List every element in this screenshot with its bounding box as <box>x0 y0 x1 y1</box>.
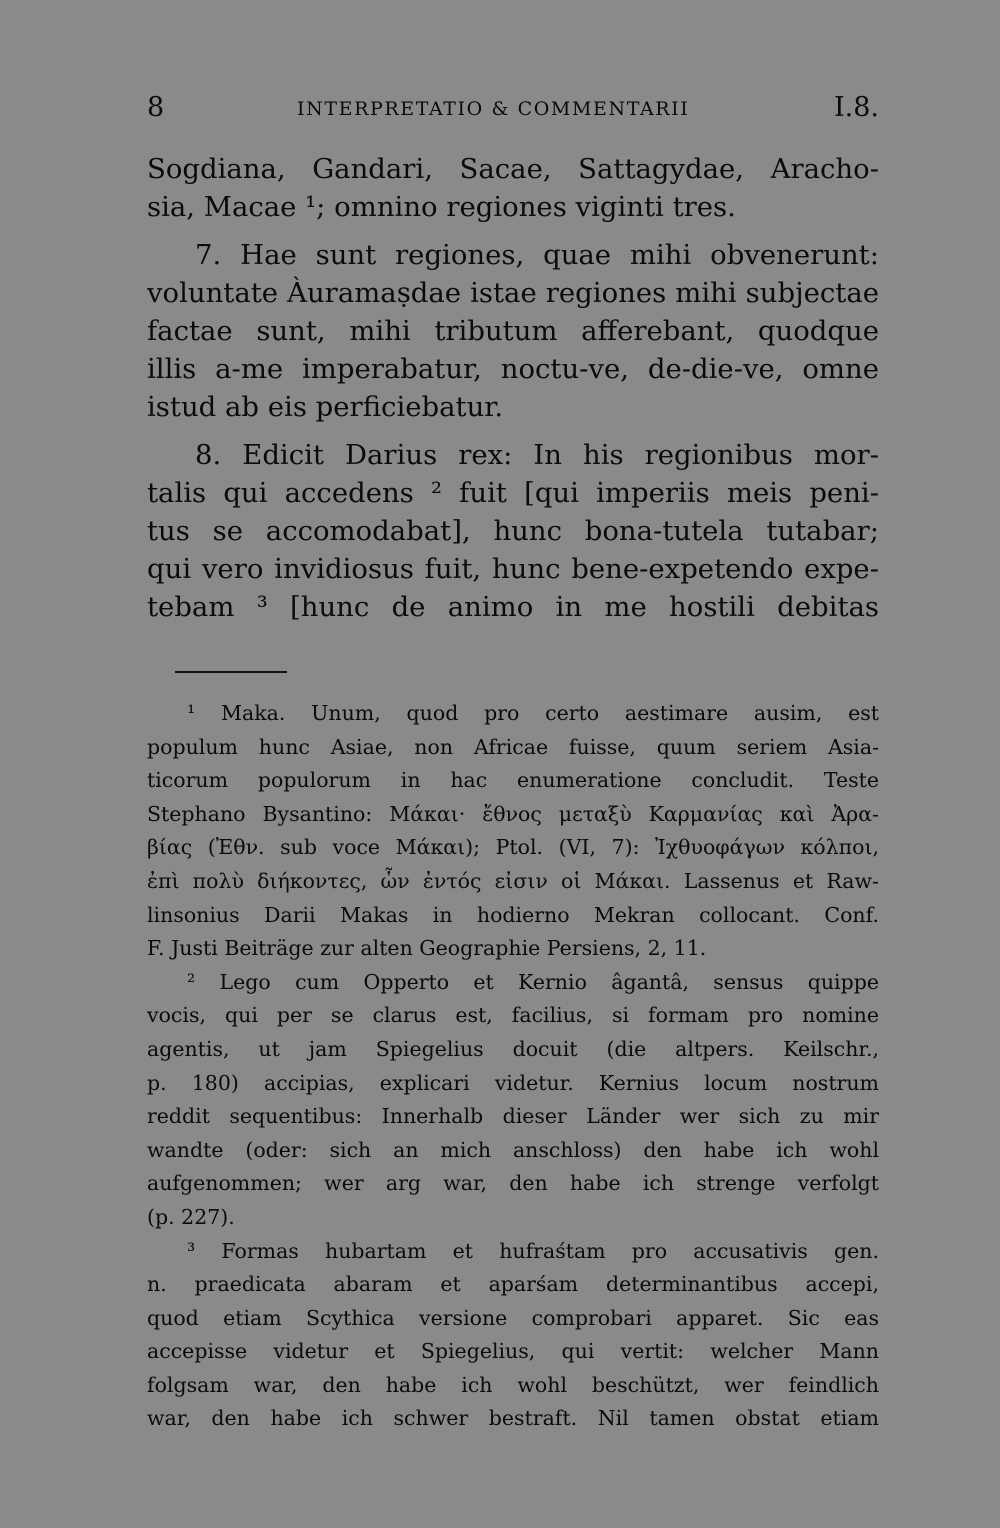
text-line: sia, Macae ¹; omnino regiones viginti tres. <box>147 191 736 223</box>
text-line: factae sunt, mihi tributum afferebant, quodque <box>147 315 879 347</box>
footnote-line: vocis, qui per se clarus est, facilius, si formam pro nomine <box>147 1003 879 1028</box>
text-line: illis a-me imperabatur, noctu-ve, de-die-ve, omne <box>147 353 879 385</box>
footnote-separator <box>175 671 287 673</box>
paragraph-7-start: 7. Hae sunt regiones, quae mihi obvenerunt: <box>195 239 879 271</box>
text-line: Sogdiana, Gandari, Sacae, Sattagydae, Aracho- <box>147 153 879 185</box>
text-line: tebam ³ [hunc de animo in me hostili debitas <box>147 591 879 623</box>
text-line: tus se accomodabat], hunc bona-tutela tutabar; <box>147 515 879 547</box>
section-reference: I.8. <box>833 92 879 123</box>
footnote-line: wandte (oder: sich an mich anschloss) den habe ich wohl <box>147 1137 879 1162</box>
footnotes <box>147 697 879 1436</box>
text-line: voluntate Àuramaṣdae istae regiones mihi subjectae <box>147 277 879 309</box>
footnote-1-start: ¹ Maka. Unum, quod pro certo aestimare ausim, est <box>187 701 879 725</box>
text-line: istud ab eis perficiebatur. <box>147 391 504 423</box>
footnote-line: agentis, ut jam Spiegelius docuit (die altpers. Keilschr., <box>147 1036 879 1061</box>
footnote-line: p. 180) accipias, explicari videtur. Kernius locum nostrum <box>147 1070 879 1095</box>
running-header <box>147 92 879 126</box>
footnote-line: folgsam war, den habe ich wohl beschützt, wer feindlich <box>147 1372 879 1397</box>
footnote-line: ἐπὶ πολὺ διήκοντες, ὧν ἐντός εἰσιν οἱ Μάκαι. Lassenus et Raw- <box>147 868 879 893</box>
footnote-2-start: ² Lego cum Opperto et Kernio âgantâ, sensus quippe <box>187 969 879 994</box>
page-number: 8 <box>147 92 165 123</box>
footnote-line: war, den habe ich schwer bestraft. Nil tamen obstat etiam <box>147 1406 879 1431</box>
footnote-line: βίας (Ἐθν. sub voce Μάκαι); Ptol. (VI, 7): Ἰχθυοφάγων κόλποι, <box>147 835 879 860</box>
paragraph-8-start: 8. Edicit Darius rex: In his regionibus mor- <box>195 439 879 471</box>
text-line: talis qui accedens ² fuit [qui imperiis meis peni- <box>147 477 879 509</box>
footnote-3-start: ³ Formas hubartam et hufraśtam pro accusativis gen. <box>187 1238 879 1263</box>
footnote-line: aufgenommen; wer arg war, den habe ich strenge verfolgt <box>147 1171 879 1196</box>
footnote-line: reddit sequentibus: Innerhalb dieser Länder wer sich zu mir <box>147 1104 879 1129</box>
footnote-line: linsonius Darii Makas in hodierno Mekran collocant. Conf. <box>147 902 879 927</box>
footnote-line: F. Justi Beiträge zur alten Geographie Persiens, 2, 11. <box>147 936 707 961</box>
footnote-line: (p. 227). <box>147 1204 235 1229</box>
text-line: qui vero invidiosus fuit, hunc bene-expetendo expe- <box>147 553 879 585</box>
footnote-line: quod etiam Scythica versione comprobari apparet. Sic eas <box>147 1305 879 1330</box>
footnote-line: populum hunc Asiae, non Africae fuisse, quum seriem Asia- <box>147 734 879 759</box>
footnote-line: accepisse videtur et Spiegelius, qui vertit: welcher Mann <box>147 1339 879 1364</box>
footnote-line: Stephano Bysantino: Μάκαι· ἔθνος μεταξὺ Καρμανίας καὶ Ἀρα- <box>147 801 879 826</box>
footnote-line: n. praedicata abaram et aparśam determinantibus accepi, <box>147 1272 879 1297</box>
main-text <box>147 150 879 626</box>
running-title: INTERPRETATIO & COMMENTARII <box>297 98 690 120</box>
footnote-line: ticorum populorum in hac enumeratione concludit. Teste <box>147 768 879 793</box>
